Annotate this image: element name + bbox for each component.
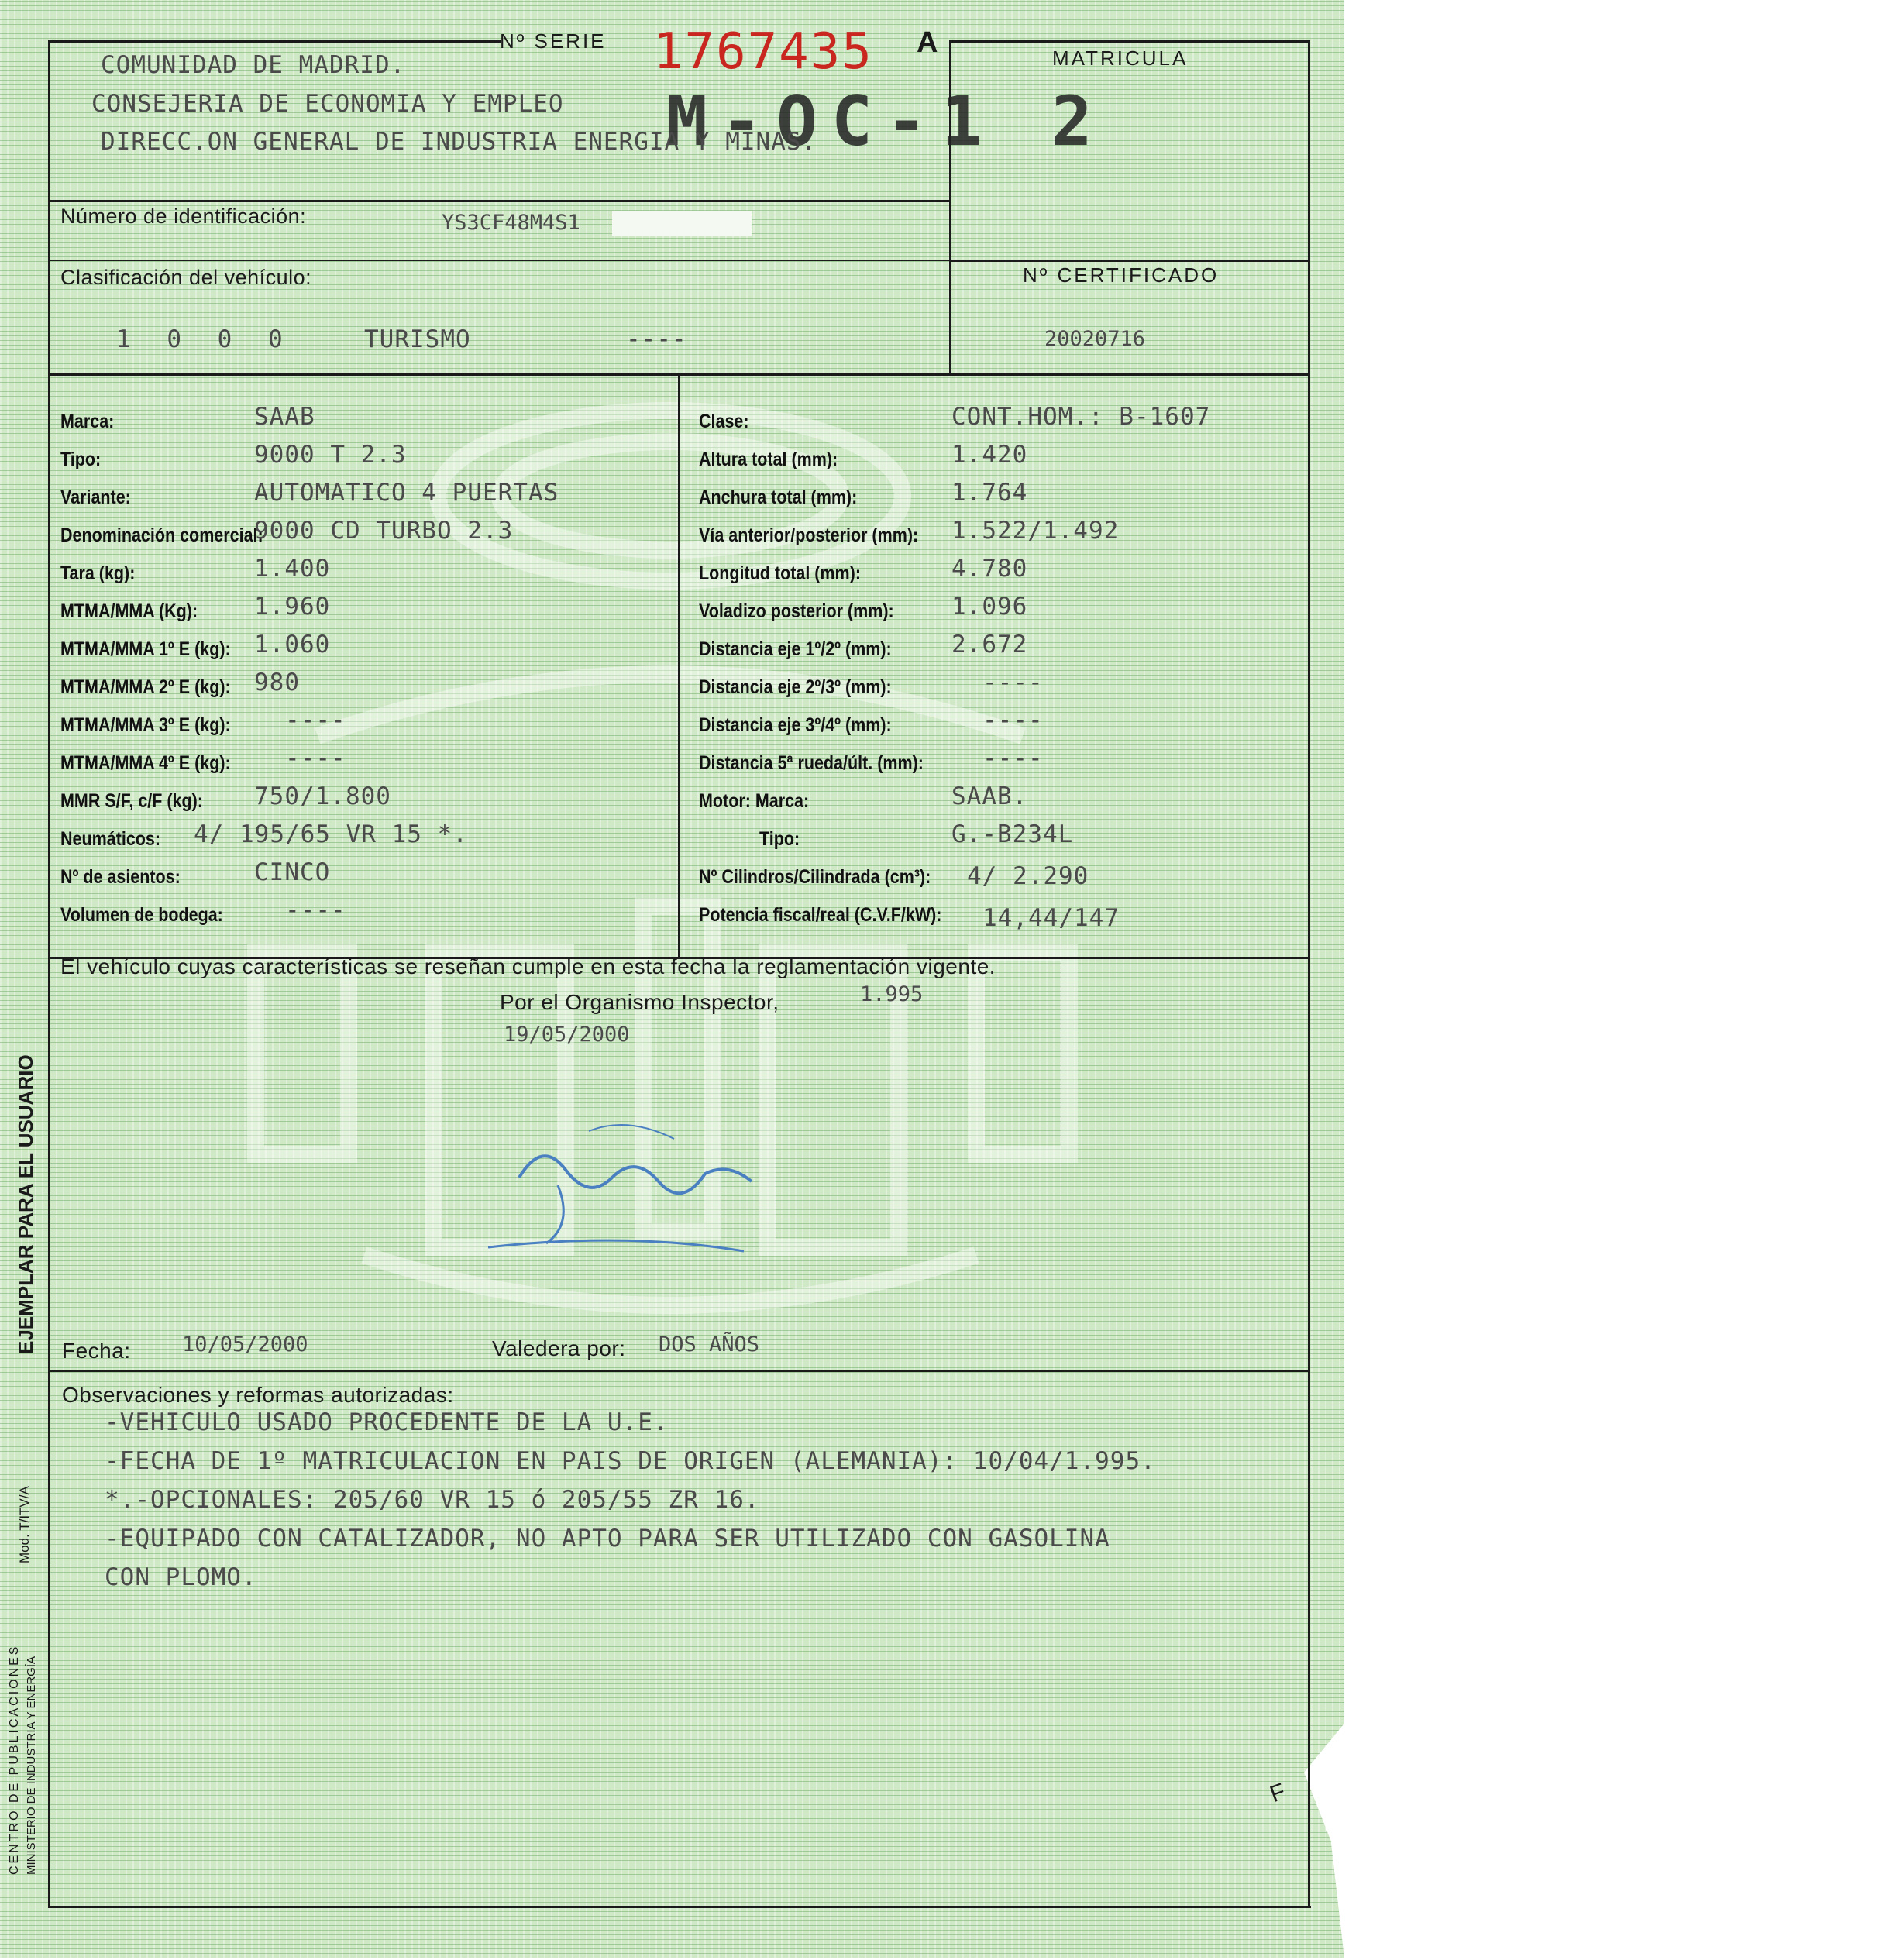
spec-left-value: ---- <box>285 707 346 734</box>
frame-left <box>48 40 50 1907</box>
spec-left-value: ---- <box>285 896 346 924</box>
classification-type: TURISMO <box>364 325 471 353</box>
spec-left-value: 750/1.800 <box>254 782 391 810</box>
organism-label: Por el Organismo Inspector, <box>500 990 779 1014</box>
spec-left-value: 9000 CD TURBO 2.3 <box>254 517 514 545</box>
spec-left-label: MTMA/MMA 3º E (kg): <box>60 714 231 736</box>
matricula-box-top <box>949 40 1309 43</box>
matricula-perforated: M-OC-1 2 <box>666 81 1106 161</box>
spec-right-value: 1.522/1.492 <box>951 517 1120 545</box>
spec-right-label: Distancia 5ª rueda/últ. (mm): <box>699 752 924 774</box>
spec-right-value: 2.672 <box>951 631 1028 658</box>
spec-right-label: Vía anterior/posterior (mm): <box>699 524 919 546</box>
spec-right-label: Distancia eje 3º/4º (mm): <box>699 714 892 736</box>
spec-left-label: Tipo: <box>60 449 102 470</box>
spec-right-value: ---- <box>982 669 1044 696</box>
spec-left-value: SAAB <box>254 403 315 431</box>
spec-left-value: CINCO <box>254 858 331 886</box>
spec-left-value: 1.400 <box>254 555 331 583</box>
spec-left-label: MTMA/MMA 1º E (kg): <box>60 638 231 660</box>
spec-left-label: Tara (kg): <box>60 562 136 584</box>
spec-left-label: Denominación comercial: <box>60 524 263 546</box>
certificado-value: 20020716 <box>1044 327 1146 351</box>
authority-line-3: DIRECC.ON GENERAL DE INDUSTRIA ENERGIA Y MINAS. <box>101 128 817 156</box>
spec-left-value: 9000 T 2.3 <box>254 441 407 469</box>
matricula-label: MATRICULA <box>1052 46 1189 70</box>
frame-bottom <box>48 1906 1311 1908</box>
spec-left-value: 4/ 195/65 VR 15 *. <box>194 820 468 848</box>
spec-right-value: 4.780 <box>951 555 1028 583</box>
authority-line-2: CONSEJERIA DE ECONOMIA Y EMPLEO <box>91 90 564 118</box>
observation-line: CON PLOMO. <box>105 1563 257 1591</box>
frame-top-left <box>48 40 501 43</box>
spec-left-label: Marca: <box>60 411 115 432</box>
spec-right-value: ---- <box>982 707 1044 734</box>
observation-line: -EQUIPADO CON CATALIZADOR, NO APTO PARA SER UTILIZADO CON GASOLINA <box>105 1525 1110 1553</box>
spec-right-label: Altura total (mm): <box>699 449 838 470</box>
serie-label: Nº SERIE <box>500 29 607 53</box>
valedera-label: Valedera por: <box>492 1336 626 1360</box>
spec-left-value: 980 <box>254 669 300 696</box>
vin-value: YS3CF48M4S1 <box>442 211 580 235</box>
inspection-date: 19/05/2000 <box>504 1023 630 1047</box>
spec-right-value: 1.764 <box>951 479 1028 507</box>
spec-right-label: Potencia fiscal/real (C.V.F/kW): <box>699 904 942 926</box>
model-code: Mod. T/ITV/A <box>17 1486 32 1563</box>
spec-left-label: MMR S/F, c/F (kg): <box>60 790 203 812</box>
spec-left-value: 1.060 <box>254 631 331 658</box>
spec-right-value: 1.096 <box>951 593 1028 621</box>
observations-title: Observaciones y reformas autorizadas: <box>62 1383 454 1407</box>
classification-extra: ---- <box>626 325 687 353</box>
fecha-value: 10/05/2000 <box>182 1332 308 1357</box>
spec-left-label: Neumáticos: <box>60 828 161 850</box>
spec-right-value: SAAB. <box>951 782 1028 810</box>
spec-left-label: MTMA/MMA (Kg): <box>60 600 198 622</box>
authority-line-1: COMUNIDAD DE MADRID. <box>101 51 406 79</box>
vin-redaction <box>612 211 752 236</box>
serie-number: 1767435 <box>653 23 873 81</box>
header-divider <box>48 200 951 202</box>
spec-right-label: Longitud total (mm): <box>699 562 861 584</box>
spec-right-value: G.-B234L <box>951 820 1074 848</box>
publisher-line-2: MINISTERIO DE INDUSTRIA Y ENERGÍA <box>25 1656 38 1875</box>
spec-left-value: AUTOMATICO 4 PUERTAS <box>254 479 559 507</box>
spec-right-label: Distancia eje 2º/3º (mm): <box>699 676 892 698</box>
spec-right-label: Tipo: <box>759 828 800 850</box>
inspection-bottom-divider <box>48 1370 1309 1372</box>
valedera-value: DOS AÑOS <box>659 1332 760 1357</box>
spec-right-value: 14,44/147 <box>982 904 1120 932</box>
organism-number: 1.995 <box>860 982 924 1006</box>
frame-right <box>1308 40 1310 1907</box>
spec-right-label: Anchura total (mm): <box>699 487 858 508</box>
spec-right-value: ---- <box>982 744 1044 772</box>
matricula-box-divider <box>949 260 1309 262</box>
fecha-label: Fecha: <box>62 1339 131 1363</box>
observation-line: -VEHICULO USADO PROCEDENTE DE LA U.E. <box>105 1408 669 1436</box>
spec-right-label: Distancia eje 1º/2º (mm): <box>699 638 892 660</box>
specs-column-divider <box>678 373 680 958</box>
corner-fragment: F <box>1266 1778 1289 1808</box>
vin-label: Número de identificación: <box>60 205 307 228</box>
compliance-statement: El vehículo cuyas características se reseñan cumple en esta fecha la reglamentación vigente. <box>60 954 996 978</box>
vin-divider <box>48 260 951 261</box>
certificado-label: Nº CERTIFICADO <box>1023 263 1220 287</box>
observation-line: -FECHA DE 1º MATRICULACION EN PAIS DE ORIGEN (ALEMANIA): 10/04/1.995. <box>105 1447 1156 1475</box>
classification-value: 1 0 0 0 <box>116 325 294 353</box>
spec-left-value: ---- <box>285 744 346 772</box>
spec-right-value: 4/ 2.290 <box>967 862 1089 890</box>
spec-right-label: Voladizo posterior (mm): <box>699 600 894 622</box>
spec-right-value: CONT.HOM.: B-1607 <box>951 403 1211 431</box>
spec-left-label: Nº de asientos: <box>60 866 181 888</box>
serie-letter: A <box>917 26 938 59</box>
copy-label: EJEMPLAR PARA EL USUARIO <box>14 1054 37 1354</box>
spec-right-label: Clase: <box>699 411 749 432</box>
spec-right-label: Nº Cilindros/Cilindrada (cm³): <box>699 866 931 888</box>
spec-left-label: Volumen de bodega: <box>60 904 223 926</box>
publisher-line-1: CENTRO DE PUBLICACIONES <box>8 1644 21 1875</box>
spec-left-value: 1.960 <box>254 593 331 621</box>
spec-right-value: 1.420 <box>951 441 1028 469</box>
spec-right-label: Motor: Marca: <box>699 790 810 812</box>
spec-left-label: MTMA/MMA 2º E (kg): <box>60 676 231 698</box>
spec-left-label: Variante: <box>60 487 131 508</box>
inspector-signature <box>473 1108 806 1263</box>
classification-label: Clasificación del vehículo: <box>60 266 312 289</box>
observation-line: *.-OPCIONALES: 205/60 VR 15 ó 205/55 ZR 16. <box>105 1486 760 1514</box>
spec-left-label: MTMA/MMA 4º E (kg): <box>60 752 231 774</box>
